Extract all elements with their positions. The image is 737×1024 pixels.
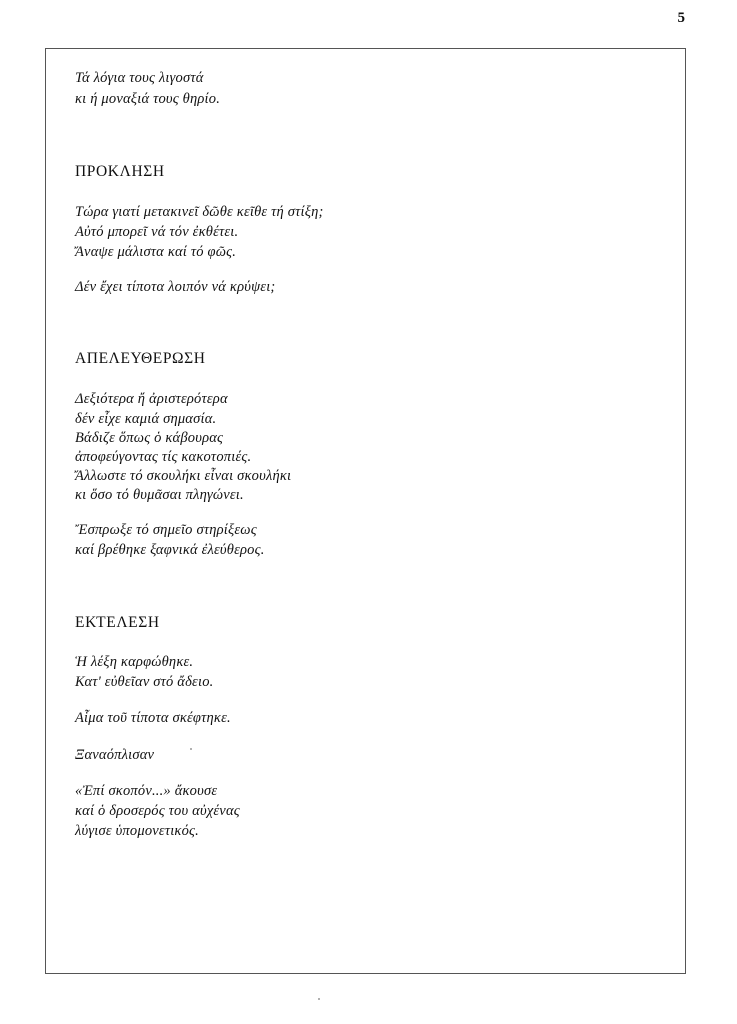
poem-line: «Ἐπί σκοπόν...» ἄκουσε (75, 783, 218, 799)
poem-line: ἀποφεύγοντας τίς κακοτοπιές. (75, 449, 252, 465)
scan-speck (318, 998, 320, 1000)
poem-line: δέν εἶχε καμιά σημασία. (75, 411, 217, 427)
page-number: 5 (677, 10, 685, 26)
scan-speck (190, 748, 192, 750)
poem-line: Δεξιότερα ἤ ἀριστερότερα (75, 391, 228, 407)
poem-line: κι ὅσο τό θυμᾶσαι πληγώνει. (75, 487, 244, 503)
poem-line: Βάδιζε ὅπως ὁ κάβουρας (75, 430, 224, 446)
section-title: ΠΡΟΚΛΗΣΗ (75, 163, 165, 180)
poem-line: λύγισε ὑπομονετικός. (75, 823, 199, 839)
poem-line: Τά λόγια τους λιγοστά (75, 70, 204, 86)
poem-line: Αἷμα τοῦ τίποτα σκέφτηκε. (75, 710, 231, 726)
poem-line: Αὐτό μπορεῖ νά τόν ἐκθέτει. (75, 224, 239, 240)
section-title: ΑΠΕΛΕΥΘΕΡΩΣΗ (75, 350, 206, 367)
poem-line: καί βρέθηκε ξαφνικά ἐλεύθερος. (75, 542, 265, 558)
poem-line: Ἔσπρωξε τό σημεῖο στηρίξεως (75, 522, 257, 538)
poem-line: Ἡ λέξη καρφώθηκε. (75, 654, 194, 670)
poem-line: Δέν ἔχει τίποτα λοιπόν νά κρύψει; (75, 279, 276, 295)
poem-line: καί ὁ δροσερός του αὐχένας (75, 803, 240, 819)
section-title: ΕΚΤΕΛΕΣΗ (75, 614, 160, 631)
poem-line: Ἄλλωστε τό σκουλήκι εἶναι σκουλήκι (75, 468, 292, 484)
poem-line: Τώρα γιατί μετακινεῖ δῶθε κεῖθε τή στίξη; (75, 204, 324, 220)
poem-line: κι ή μοναξιά τους θηρίο. (75, 91, 221, 107)
poem-line: Ἄναψε μάλιστα καί τό φῶς. (75, 244, 237, 260)
poem-line: Ξαναόπλισαν (75, 747, 155, 763)
poem-line: Κατ' εὐθεῖαν στό ἄδειο. (75, 674, 214, 690)
